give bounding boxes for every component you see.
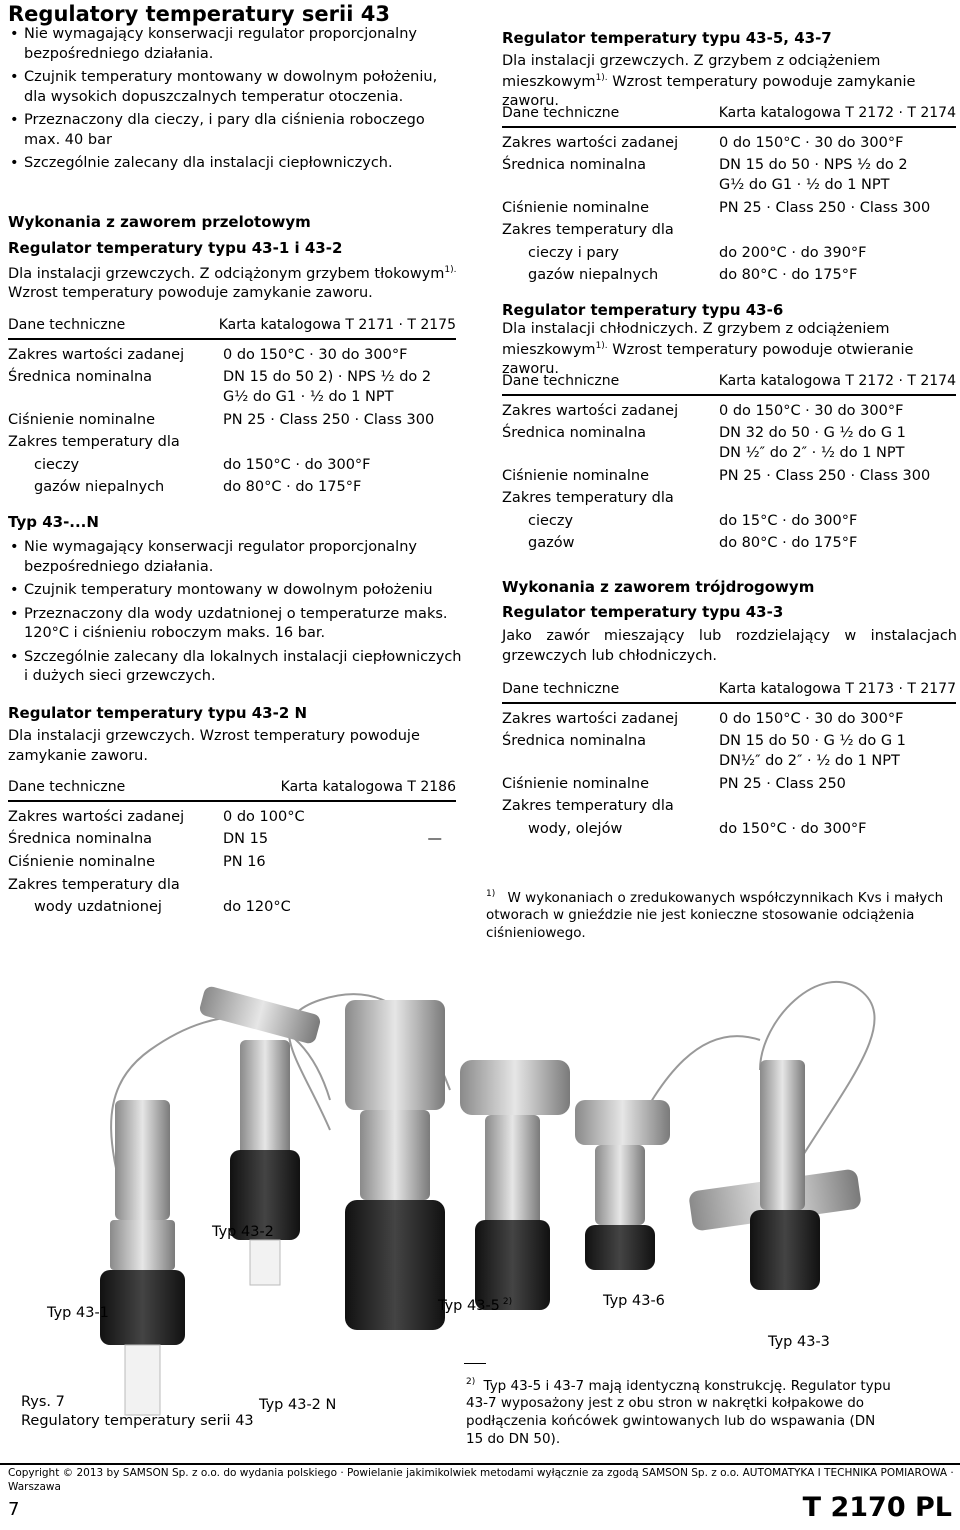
table-cell-value: do 80°C · do 175°F <box>719 267 858 284</box>
subsection-heading: Typ 43-...N <box>8 513 99 531</box>
table-cell-value: do 15°C · do 300°F <box>719 512 858 529</box>
table-cell-label: Średnica nominalna <box>502 733 647 750</box>
product-figure <box>0 980 960 1447</box>
table-body <box>502 134 956 286</box>
table-cell-label: Zakres temperatury dla <box>8 876 180 893</box>
table-cell-value: 0 do 150°C · 30 do 300°F <box>223 346 408 363</box>
list-item: • Nie wymagający konserwacji regulator proporcjonalny bezpośredniego działania. <box>8 25 463 64</box>
table-row <box>502 775 956 795</box>
table-row <box>502 156 956 195</box>
table-cell-label: Ciśnienie nominalne <box>8 854 156 871</box>
table-header: Dane techniczne Karta katalogowa T 2173 · T 2177 <box>502 680 956 704</box>
table-cell-value <box>719 221 956 241</box>
caption-typ-43-2n: Typ 43-2 N <box>259 1397 337 1413</box>
table-cell-label: Średnica nominalna <box>502 425 647 442</box>
document-number: T 2170 PL <box>802 1492 952 1523</box>
table-cell-value: DN 15 <box>223 831 269 848</box>
table-row <box>8 368 456 407</box>
table-cell-value: PN 16 <box>223 854 266 871</box>
list-item: • Przeznaczony dla wody uzdatnionej o temperaturze maks. 120°C i ciśnieniu roboczym maks. 16 bar. <box>8 605 463 644</box>
table-cell-value: DN 15 do 50 · NPS ½ do 2 G½ do G1 · ½ do 1 NPT <box>719 157 908 194</box>
regulators-illustration <box>0 980 960 1440</box>
table-cell-value: 0 do 150°C · 30 do 300°F <box>719 134 904 151</box>
table-row <box>8 456 456 476</box>
table-cell-label: Średnica nominalna <box>8 369 153 386</box>
table-body <box>502 710 956 839</box>
table-row <box>502 244 956 264</box>
table-cell-value <box>719 489 956 509</box>
features-list <box>8 25 463 177</box>
table-row <box>8 433 456 453</box>
table-cell-label: Ciśnienie nominalne <box>502 467 650 484</box>
table-row <box>8 876 456 896</box>
table-cell-label: gazów <box>528 535 575 552</box>
table-header: Dane techniczne Karta katalogowa T 2172 · T 2174 <box>502 104 956 128</box>
table-cell-value: DN 32 do 50 · G ½ do G 1 DN ½″ do 2″ · ½ do 1 NPT <box>719 425 906 462</box>
table-row <box>502 512 956 532</box>
table-cell-extra: — <box>427 831 442 848</box>
table-cell-value: do 150°C · do 300°F <box>719 820 867 837</box>
table-row <box>502 402 956 422</box>
table-row <box>502 732 956 771</box>
table-header: Dane techniczne Karta katalogowa T 2186 <box>8 778 456 802</box>
table-row <box>8 808 456 828</box>
table-cell-label: cieczy i pary <box>528 244 619 261</box>
table-cell-label: gazów niepalnych <box>528 267 659 284</box>
table-cell-value: PN 25 · Class 250 <box>719 775 846 792</box>
table-row <box>8 830 456 850</box>
tech-data-table <box>8 316 456 501</box>
table-row <box>502 199 956 219</box>
table-cell-value: 0 do 100°C <box>223 808 305 825</box>
table-cell-label: Zakres temperatury dla <box>8 434 180 451</box>
table-cell-value: PN 25 · Class 250 · Class 300 <box>719 467 931 484</box>
table-row <box>502 467 956 487</box>
table-row <box>8 411 456 431</box>
table-body <box>502 402 956 554</box>
section-heading: Wykonania z zaworem trójdrogowym <box>502 578 815 596</box>
table-cell-label: gazów niepalnych <box>34 479 165 496</box>
table-cell-label: Ciśnienie nominalne <box>502 775 650 792</box>
table-body <box>8 346 456 498</box>
table-cell-value: do 80°C · do 175°F <box>719 535 858 552</box>
table-row <box>502 797 956 817</box>
table-row <box>502 266 956 286</box>
tech-data-table <box>8 778 456 921</box>
table-row <box>8 346 456 366</box>
table-row <box>502 424 956 463</box>
table-cell-label: cieczy <box>528 512 574 529</box>
caption-typ-43-2: Typ 43-2 <box>212 1224 274 1240</box>
list-item: • Nie wymagający konserwacji regulator proporcjonalny bezpośredniego działania. <box>8 538 463 577</box>
caption-typ-43-6: Typ 43-6 <box>603 1293 665 1309</box>
table-cell-value: 0 do 150°C · 30 do 300°F <box>719 710 904 727</box>
table-row <box>502 534 956 554</box>
list-item: • Szczególnie zalecany dla instalacji ciepłowniczych. <box>8 154 463 174</box>
table-cell-value: do 120°C <box>223 899 291 916</box>
table-cell-value: DN 15 do 50 · G ½ do G 1 DN½″ do 2″ · ½ do 1 NPT <box>719 733 906 770</box>
table-row <box>502 820 956 840</box>
footnote-rule <box>464 1363 486 1364</box>
table-cell-label: Średnica nominalna <box>502 157 647 174</box>
subsection-heading: Regulator temperatury typu 43-6 <box>502 301 784 319</box>
table-cell-value: DN 15 do 50 2) · NPS ½ do 2 G½ do G1 · ½ do 1 NPT <box>223 369 432 406</box>
table-cell-value: 0 do 150°C · 30 do 300°F <box>719 402 904 419</box>
list-item: • Szczególnie zalecany dla lokalnych instalacji ciepłowniczych i dużych sieci grzewczych. <box>8 648 463 687</box>
tech-data-table <box>502 372 956 557</box>
table-cell-label: Zakres temperatury dla <box>502 490 674 507</box>
paragraph: Dla instalacji grzewczych. Z grzybem z odciążeniem mieszkowym$^{1).}$ Wzrost temperatury powoduje zamykanie zaworu. <box>502 53 916 109</box>
table-cell-label: wody uzdatnionej <box>34 899 162 916</box>
section-heading: Wykonania z zaworem przelotowym <box>8 213 311 231</box>
caption-typ-43-3: Typ 43-3 <box>768 1334 830 1350</box>
caption-typ-43-1: Typ 43-1 <box>47 1305 109 1321</box>
table-header: Dane techniczne Karta katalogowa T 2172 · T 2174 <box>502 372 956 396</box>
table-cell-label: Zakres temperatury dla <box>502 222 674 239</box>
page-number: 7 <box>8 1499 20 1520</box>
table-row <box>8 853 456 873</box>
table-row <box>502 710 956 730</box>
table-cell-label: cieczy <box>34 456 80 473</box>
table-cell-value: do 80°C · do 175°F <box>223 479 362 496</box>
table-row <box>502 489 956 509</box>
table-cell-label: Zakres wartości zadanej <box>8 808 185 825</box>
paragraph: Jako zawór mieszający lub rozdzielający w instalacjach grzewczych lub chłodniczych. <box>502 628 957 664</box>
table-header: Dane techniczne Karta katalogowa T 2171 · T 2175 <box>8 316 456 340</box>
paragraph: Dla instalacji grzewczych. Z odciążonym grzybem tłokowym$^{1).}$ Wzrost temperatury powoduje zamykanie zaworu. <box>8 265 457 302</box>
table-cell-value <box>223 433 456 453</box>
page-title: Regulatory temperatury serii 43 <box>8 2 390 26</box>
list-item: • Czujnik temperatury montowany w dowolnym położeniu, dla wysokich dopuszczalnych temperatur otoczenia. <box>8 68 463 107</box>
table-row <box>8 478 456 498</box>
subsection-heading: Regulator temperatury typu 43-3 <box>502 603 784 621</box>
tech-data-table <box>502 104 956 289</box>
table-cell-value: do 200°C · do 390°F <box>719 244 867 261</box>
table-cell-value: do 150°C · do 300°F <box>223 456 371 473</box>
copyright: Copyright © 2013 by SAMSON Sp. z o.o. do wydania polskiego · Powielanie jakimikolwiek metodami wyłącznie za zgodą SAMSON Sp. z o.o. AUTOMATYKA I TECHNIKA POMIAROWA · Warszawa <box>8 1467 954 1494</box>
table-cell-label: Zakres wartości zadanej <box>502 402 679 419</box>
caption-typ-43-5: Typ 43-5 $^{2)}$ <box>438 1297 513 1314</box>
tech-data-table <box>502 680 956 842</box>
table-cell-label: Średnica nominalna <box>8 831 153 848</box>
table-row <box>502 221 956 241</box>
figure-caption: Rys. 7 Regulatory temperatury serii 43 <box>21 1394 254 1429</box>
table-cell-label: Zakres temperatury dla <box>502 798 674 815</box>
footnote-1: $^{1)}$ W wykonaniach o zredukowanych współczynnikach Kvs i małych otworach w gnieździe nie jest konieczne stosowanie odciążenia ciśnieniowego. <box>486 889 944 942</box>
subsection-heading: Regulator temperatury typu 43-5, 43-7 <box>502 29 832 47</box>
table-cell-value: PN 25 · Class 250 · Class 300 <box>223 411 435 428</box>
paragraph: Dla instalacji grzewczych. Wzrost temperatury powoduje zamykanie zaworu. <box>8 728 420 764</box>
table-body <box>8 808 456 918</box>
table-row <box>502 134 956 154</box>
table-cell-label: Zakres wartości zadanej <box>8 346 185 363</box>
table-cell-label: Zakres wartości zadanej <box>502 134 679 151</box>
subsection-heading: Regulator temperatury typu 43-2 N <box>8 704 308 722</box>
features-list <box>8 538 463 690</box>
footer-rule <box>0 1463 960 1465</box>
table-cell-value: PN 25 · Class 250 · Class 300 <box>719 199 931 216</box>
paragraph: Dla instalacji chłodniczych. Z grzybem z odciążeniem mieszkowym$^{1).}$ Wzrost temperatury powoduje otwieranie zaworu. <box>502 321 914 377</box>
list-item: • Czujnik temperatury montowany w dowolnym położeniu <box>8 581 463 601</box>
table-row <box>8 898 456 918</box>
table-cell-label: wody, olejów <box>528 820 623 837</box>
footnote-2: $^{2)}$ Typ 43-5 i 43-7 mają identyczną konstrukcję. Regulator typu 43-7 wyposażony jest z obu stron w nakrętki kołpakowe do podłączenia końcówek gwintowanych lub do wspawania (DN 15 do DN 50). <box>466 1377 891 1447</box>
table-cell-label: Ciśnienie nominalne <box>502 199 650 216</box>
table-cell-label: Zakres wartości zadanej <box>502 710 679 727</box>
table-cell-value <box>719 797 956 817</box>
table-cell-label: Ciśnienie nominalne <box>8 411 156 428</box>
list-item: • Przeznaczony dla cieczy, i pary dla ciśnienia roboczego max. 40 bar <box>8 111 463 150</box>
table-cell-value <box>223 876 456 896</box>
subsection-heading: Regulator temperatury typu 43-1 i 43-2 <box>8 239 343 257</box>
